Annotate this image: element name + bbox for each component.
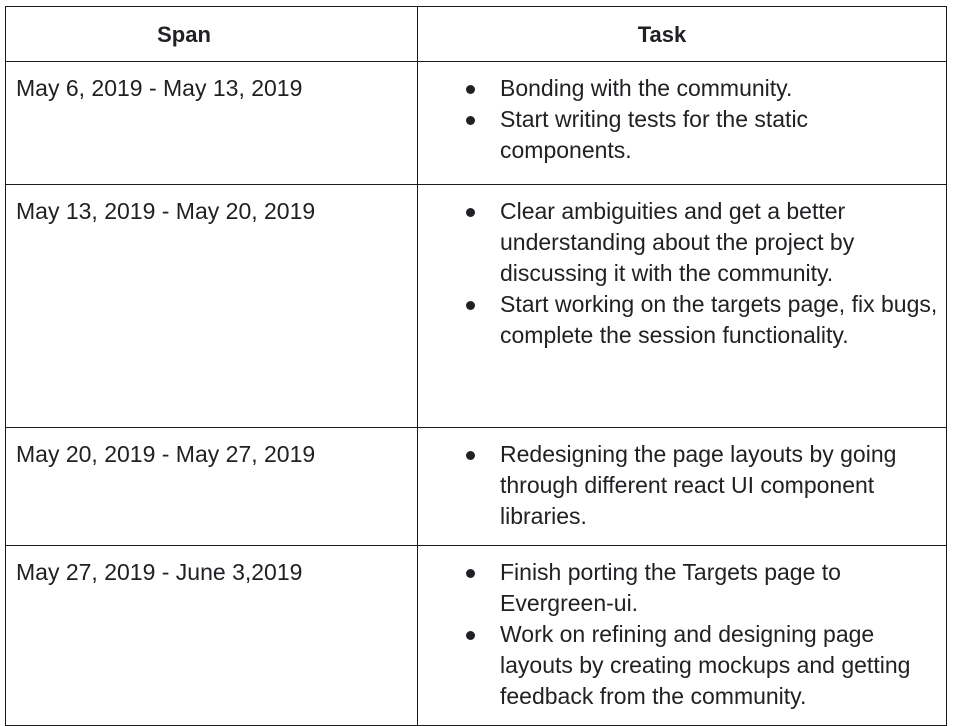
task-item xyxy=(500,619,942,712)
task-text: Redesigning the page layouts by going through different react UI component libraries. xyxy=(500,441,897,529)
span-column-header: Span xyxy=(6,7,418,62)
span-cell: May 20, 2019 - May 27, 2019 xyxy=(6,428,418,546)
task-item xyxy=(500,439,942,532)
task-cell xyxy=(418,428,947,546)
task-list xyxy=(418,557,942,712)
bullet-icon xyxy=(466,301,475,310)
span-cell: May 27, 2019 - June 3,2019 xyxy=(6,546,418,726)
task-text: Start working on the targets page, fix bugs, complete the session functionality. xyxy=(500,291,938,348)
task-cell xyxy=(418,185,947,428)
task-text: Finish porting the Targets page to Evergreen-ui. xyxy=(500,559,841,616)
bullet-icon xyxy=(466,451,475,460)
task-item xyxy=(500,196,942,289)
task-column-header: Task xyxy=(418,7,947,62)
task-list xyxy=(418,73,942,166)
table-row xyxy=(6,546,947,726)
task-item xyxy=(500,73,942,104)
table-row xyxy=(6,62,947,185)
table-row xyxy=(6,428,947,546)
task-item xyxy=(500,104,942,166)
task-list xyxy=(418,439,942,532)
task-text: Bonding with the community. xyxy=(500,75,793,101)
task-text: Work on refining and designing page layouts by creating mockups and getting feedback from the community. xyxy=(500,621,911,709)
span-cell: May 6, 2019 - May 13, 2019 xyxy=(6,62,418,185)
bullet-icon xyxy=(466,208,475,217)
task-item xyxy=(500,557,942,619)
task-cell xyxy=(418,62,947,185)
header-row xyxy=(6,7,947,62)
task-list xyxy=(418,196,942,351)
task-text: Clear ambiguities and get a better understanding about the project by discussing it with the community. xyxy=(500,198,855,286)
bullet-icon xyxy=(466,116,475,125)
bullet-icon xyxy=(466,85,475,94)
span-cell: May 13, 2019 - May 20, 2019 xyxy=(6,185,418,428)
task-item xyxy=(500,289,942,351)
bullet-icon xyxy=(466,569,475,578)
table-row xyxy=(6,185,947,428)
task-text: Start writing tests for the static components. xyxy=(500,106,809,163)
task-cell xyxy=(418,546,947,726)
bullet-icon xyxy=(466,631,475,640)
schedule-table xyxy=(5,6,947,726)
